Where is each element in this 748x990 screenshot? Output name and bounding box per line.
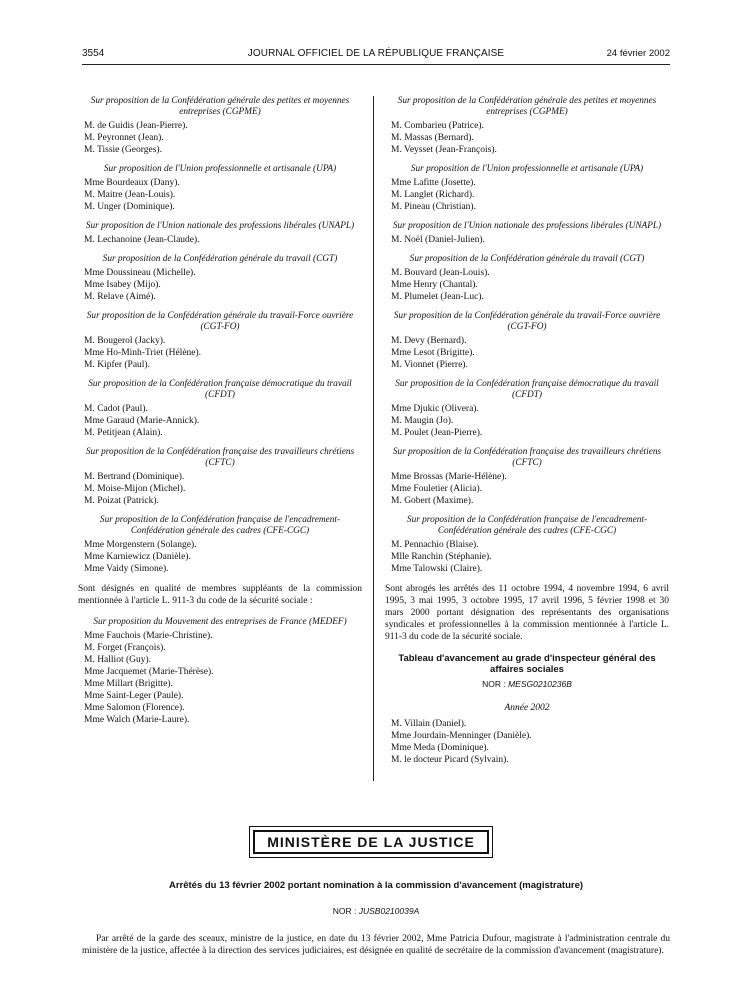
ministry-heading-box (249, 826, 493, 858)
nor-label: NOR : (332, 906, 357, 916)
abrogation-paragraph: Sont abrogés les arrêtés des 11 octobre 1994, 4 novembre 1994, 6 avril 1995, 3 mai 1995, 3 octobre 1995, 17 avril 1996, 5 février 1998 et 30 mars 2000 portant désignation des représentants des organisations syndicales et professionnelles à la commission mentionnée à l'article L. 911-3 du code de la sécurité sociale. (385, 584, 669, 642)
medef-group (78, 617, 362, 726)
member-name: Mme Vaidy (Simone). (84, 564, 169, 574)
member-name: M. Maugin (Jo). (391, 416, 454, 426)
member-name: Mme Jacquemet (Marie-Thérèse). (84, 667, 214, 677)
group-heading: Sur proposition de l'Union nationale des professions libérales (UNAPL) (392, 221, 662, 231)
member-name: Mlle Ranchin (Stéphanie). (391, 552, 492, 562)
nor-code: MESG0210236B (508, 679, 572, 689)
nor-label: NOR : (482, 679, 506, 689)
member-name: M. Combarieu (Patrice). (391, 121, 484, 131)
tableau-nor (385, 678, 669, 690)
member-name: M. Villain (Daniel). (391, 719, 467, 729)
member-name: M. Kipfer (Paul). (84, 360, 150, 370)
member-name: M. Devy (Bernard). (391, 336, 467, 346)
right-groups (385, 96, 669, 575)
ministry-name: MINISTÈRE DE LA JUSTICE (253, 830, 489, 854)
member-name: M. Langlet (Richard). (391, 190, 475, 200)
group-heading: Sur proposition de la Confédération française démocratique du travail (CFDT) (395, 379, 659, 400)
designation-group (78, 221, 362, 246)
group-heading: Sur proposition de la Confédération générale du travail (CGT) (102, 254, 338, 264)
member-name: M. Noël (Daniel-Julien). (391, 235, 485, 245)
left-column (78, 96, 362, 734)
member-name: M. Massas (Bernard). (391, 133, 474, 143)
designation-group (78, 379, 362, 439)
group-heading: Sur proposition de l'Union nationale des professions libérales (UNAPL) (85, 221, 355, 231)
member-name: M. Moise-Mijon (Michel). (84, 484, 186, 494)
designation-group (385, 515, 669, 575)
group-heading: Sur proposition de la Confédération française démocratique du travail (CFDT) (88, 379, 352, 400)
member-name: Mme Brossas (Marie-Hélène). (391, 472, 507, 482)
member-name: Mme Garaud (Marie-Annick). (84, 416, 200, 426)
group-heading: Sur proposition de la Confédération générale des petites et moyennes entreprises (CGPME) (90, 96, 350, 117)
designation-group (385, 379, 669, 439)
group-heading: Sur proposition de la Confédération française de l'encadrement-Confédération générale des cadres (CFE-CGC) (406, 515, 648, 536)
member-name: Mme Walch (Marie-Laure). (84, 715, 190, 725)
member-name: M. Vionnet (Pierre). (391, 360, 468, 370)
designation-group (78, 96, 362, 156)
member-name: M. Bertrand (Dominique). (84, 472, 185, 482)
member-name: M. Halliot (Guy). (84, 655, 152, 665)
nor-code: JUSB0210039A (358, 906, 420, 916)
group-heading: Sur proposition du Mouvement des entreprises de France (MEDEF) (93, 617, 347, 627)
member-name: M. Relave (Aimé). (84, 292, 156, 302)
member-name: M. Poizat (Patrick). (84, 496, 159, 506)
member-name: M. Lechanoine (Jean-Claude). (84, 235, 200, 245)
group-heading: Sur proposition de la Confédération générale des petites et moyennes entreprises (CGPME) (397, 96, 657, 117)
journal-title: JOURNAL OFFICIEL DE LA RÉPUBLIQUE FRANÇAISE (247, 48, 505, 59)
member-name: M. Pennachio (Blaise). (391, 540, 479, 550)
group-heading: Sur proposition de la Confédération générale du travail-Force ouvrière (CGT-FO) (393, 311, 661, 332)
group-heading: Sur proposition de l'Union professionnelle et artisanale (UPA) (103, 164, 337, 174)
member-name: M. Cadot (Paul). (84, 404, 148, 414)
member-name: Mme Karniewicz (Danièle). (84, 552, 191, 562)
designation-group (385, 164, 669, 213)
designation-group (78, 447, 362, 507)
arrete-title: Arrêtés du 13 février 2002 portant nomination à la commission d'avancement (magistrature) (168, 880, 584, 891)
issue-date: 24 février 2002 (606, 48, 670, 59)
member-name: Mme Saint-Leger (Paule). (84, 691, 184, 701)
group-heading: Sur proposition de la Confédération générale du travail (CGT) (409, 254, 645, 264)
page-number: 3554 (82, 48, 105, 59)
group-heading: Sur proposition de la Confédération française des travailleurs chrétiens (CFTC) (392, 447, 662, 468)
member-name: Mme Fauchois (Marie-Christine). (84, 631, 213, 641)
member-name: Mme Salomon (Florence). (84, 703, 185, 713)
member-name: M. Maitre (Jean-Louis). (84, 190, 176, 200)
member-name: M. le docteur Picard (Sylvain). (391, 755, 509, 765)
member-name: M. Bougerol (Jacky). (84, 336, 166, 346)
member-name: M. Plumelet (Jean-Luc). (391, 292, 484, 302)
member-name: Mme Lesot (Brigitte). (391, 348, 475, 358)
member-name: Mme Henry (Chantal). (391, 280, 478, 290)
designation-group (385, 447, 669, 507)
member-name: Mme Jourdain-Menninger (Danièle). (391, 731, 532, 741)
header-rule (82, 64, 670, 65)
tableau-title: Tableau d'avancement au grade d'inspecteur général des affaires sociales (398, 653, 656, 675)
group-heading: Sur proposition de la Confédération générale du travail-Force ouvrière (CGT-FO) (86, 311, 354, 332)
member-name: Mme Morgenstern (Solange). (84, 540, 197, 550)
member-name: M. de Guidis (Jean-Pierre). (84, 121, 188, 131)
designation-paragraph: Sont désignés en qualité de membres suppléants de la commission mentionnée à l'article L. 911-3 du code de la sécurité sociale : (78, 584, 362, 606)
designation-group (78, 254, 362, 303)
member-name: M. Pineau (Christian). (391, 202, 476, 212)
group-heading: Sur proposition de la Confédération française de l'encadrement-Confédération générale des cadres (CFE-CGC) (99, 515, 341, 536)
group-heading: Sur proposition de la Confédération française des travailleurs chrétiens (CFTC) (85, 447, 355, 468)
arrete-nor (82, 906, 670, 916)
member-name: M. Gobert (Maxime). (391, 496, 474, 506)
designation-group (385, 96, 669, 156)
left-groups (78, 96, 362, 575)
member-name: M. Tissie (Georges). (84, 145, 162, 155)
designation-group (78, 311, 362, 371)
member-name: Mme Millart (Brigitte). (84, 679, 173, 689)
member-name: M. Peyronnet (Jean). (84, 133, 164, 143)
member-name: Mme Fouletier (Alicia). (391, 484, 483, 494)
member-name: Mme Doussineau (Michelle). (84, 268, 196, 278)
member-name: Mme Djukic (Olivera). (391, 404, 479, 414)
member-name: M. Poulet (Jean-Pierre). (391, 428, 483, 438)
member-name: M. Forget (François). (84, 643, 166, 653)
member-name: Mme Lafitte (Josette). (391, 178, 476, 188)
member-name: M. Unger (Dominique). (84, 202, 175, 212)
member-name: Mme Bourdeaux (Dany). (84, 178, 180, 188)
arrete-body: Par arrêté de la garde des sceaux, ministre de la justice, en date du 13 février 2002, Mme Patricia Dufour, magistrate à l'administration centrale du ministère de la justice, affectée à la direction des services judiciaires, est désignée en qualité de secrétaire de la commission d'avancement (magistrature). (82, 934, 670, 956)
group-heading: Sur proposition de l'Union professionnelle et artisanale (UPA) (410, 164, 644, 174)
page-header (82, 48, 670, 62)
member-name: Mme Ho-Minh-Triet (Hélène). (84, 348, 202, 358)
designation-group (78, 164, 362, 213)
member-name: M. Veysset (Jean-François). (391, 145, 497, 155)
member-name: Mme Isabey (Mijo). (84, 280, 161, 290)
tableau-year: Année 2002 (504, 703, 550, 713)
member-name: Mme Meda (Dominique). (391, 743, 489, 753)
member-name: M. Bouvard (Jean-Louis). (391, 268, 490, 278)
column-divider (373, 96, 374, 781)
right-column (385, 96, 669, 766)
designation-group (78, 515, 362, 575)
member-name: Mme Talowski (Claire). (391, 564, 483, 574)
designation-group (385, 311, 669, 371)
member-name: M. Petitjean (Alain). (84, 428, 163, 438)
designation-group (385, 254, 669, 303)
designation-group (385, 221, 669, 246)
